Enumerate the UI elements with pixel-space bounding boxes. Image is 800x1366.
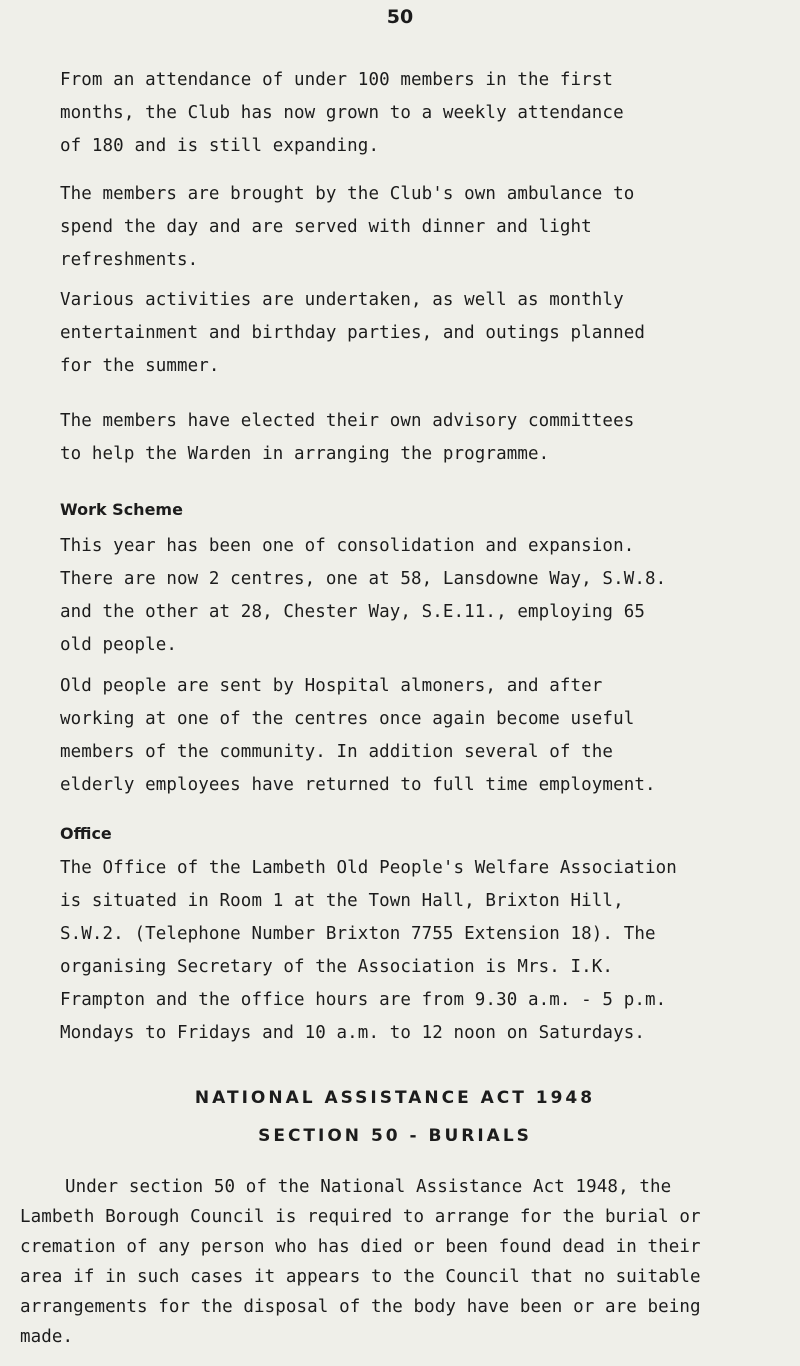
text-line: The Office of the Lambeth Old People's Welfare Association — [60, 858, 677, 878]
text-line: Frampton and the office hours are from 9.30 a.m. - 5 p.m. — [60, 990, 667, 1010]
text-line: The members are brought by the Club's own ambulance to — [60, 184, 635, 204]
text-line: made. — [20, 1327, 74, 1347]
text-line: entertainment and birthday parties, and outings planned — [60, 323, 645, 343]
text-line: From an attendance of under 100 members in the first — [60, 70, 614, 90]
paragraph-office — [60, 852, 750, 1050]
text-line: is situated in Room 1 at the Town Hall, Brixton Hill, — [60, 891, 624, 911]
text-line: area if in such cases it appears to the Council that no suitable — [20, 1267, 701, 1287]
paragraph-burials — [20, 1172, 790, 1352]
text-line: old people. — [60, 635, 177, 655]
paragraph-activities — [60, 284, 750, 383]
heading-work-scheme: Work Scheme — [60, 500, 183, 519]
text-line: of 180 and is still expanding. — [60, 136, 380, 156]
heading-office: Office — [60, 824, 112, 843]
text-line: and the other at 28, Chester Way, S.E.11., employing 65 — [60, 602, 645, 622]
text-line: Under section 50 of the National Assistance Act 1948, the — [65, 1177, 672, 1197]
text-line: refreshments. — [60, 250, 199, 270]
paragraph-ambulance — [60, 178, 750, 277]
act-subtitle: SECTION 50 - BURIALS — [258, 1126, 532, 1146]
text-line: members of the community. In addition several of the — [60, 742, 614, 762]
text-line: arrangements for the disposal of the body have been or are being — [20, 1297, 701, 1317]
text-line: spend the day and are served with dinner and light — [60, 217, 592, 237]
text-line: Old people are sent by Hospital almoners, and after — [60, 676, 603, 696]
text-line: elderly employees have returned to full time employment. — [60, 775, 656, 795]
text-line: This year has been one of consolidation and expansion. — [60, 536, 635, 556]
text-line: There are now 2 centres, one at 58, Lansdowne Way, S.W.8. — [60, 569, 667, 589]
text-line: The members have elected their own advisory committees — [60, 411, 635, 431]
text-line: S.W.2. (Telephone Number Brixton 7755 Extension 18). The — [60, 924, 656, 944]
text-line: cremation of any person who has died or been found dead in their — [20, 1237, 701, 1257]
text-line: to help the Warden in arranging the programme. — [60, 444, 550, 464]
text-line: organising Secretary of the Association is Mrs. I.K. — [60, 957, 614, 977]
paragraph-work-scheme-2 — [60, 670, 750, 802]
text-line: Lambeth Borough Council is required to arrange for the burial or — [20, 1207, 701, 1227]
page-number: 50 — [386, 6, 414, 28]
act-title: NATIONAL ASSISTANCE ACT 1948 — [194, 1088, 596, 1108]
text-line: for the summer. — [60, 356, 220, 376]
text-line: Mondays to Fridays and 10 a.m. to 12 noon on Saturdays. — [60, 1023, 645, 1043]
text-line: working at one of the centres once again become useful — [60, 709, 635, 729]
paragraph-attendance — [60, 64, 750, 163]
paragraph-work-scheme-1 — [60, 530, 750, 662]
text-line: months, the Club has now grown to a weekly attendance — [60, 103, 624, 123]
text-line: Various activities are undertaken, as well as monthly — [60, 290, 624, 310]
paragraph-committees — [60, 405, 750, 471]
